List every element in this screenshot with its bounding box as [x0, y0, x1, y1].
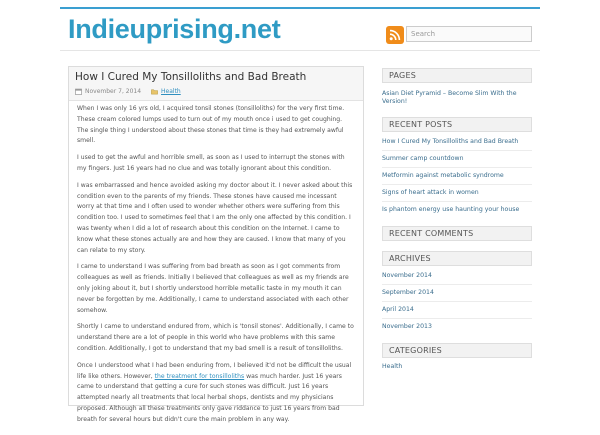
archive-link[interactable]: November 2014	[382, 269, 532, 285]
header-divider	[60, 50, 540, 51]
post-paragraph: I used to get the awful and horrible smell, as soon as I used to interrupt the stones with my fingers. Just 16 years had no clue and was totally ignorant about this condition.	[77, 154, 345, 172]
categories-widget	[382, 343, 532, 373]
page-link[interactable]: Asian Diet Pyramid – Become Slim With the Version!	[382, 90, 517, 105]
post-header	[69, 67, 363, 101]
post-paragraph: I came to understand I was suffering from bad breath as soon as I got comments from colleagues as well as friends. Initially I believed that colleagues as well as my friends are only joking about it, but I shortly understood horrible metallic taste in my mouth it can never be forgotten by me. Additionally, I came to understand associated with each other somehow.	[77, 263, 349, 314]
site-title[interactable]: Indieuprising.net	[68, 14, 281, 44]
recent-post-link[interactable]: Summer camp countdown	[382, 151, 532, 168]
rss-icon[interactable]	[386, 26, 404, 44]
recent-comments-widget	[382, 226, 532, 241]
archives-widget	[382, 251, 532, 335]
search-input[interactable]	[406, 26, 532, 42]
post-paragraph: I was embarrassed and hence avoided asking my doctor about it. I never asked about this condition even to the parents of my friends. These stones have caused me incessant worry at that time and I often used to wonder whether others were suffering from this condition too. I used to sometimes feel that I am the only one affected by this condition. I was twenty when I did a lot of research about this condition on the Internet. I came to know what these stones actually are and how they are caused. I know that many of you can relate to my story.	[77, 181, 353, 254]
post-article	[68, 66, 364, 423]
widget-title-recent-posts: RECENT POSTS	[382, 117, 532, 132]
archive-link[interactable]: April 2014	[382, 302, 532, 319]
category-link[interactable]: Health	[382, 363, 403, 370]
rss-glyph	[389, 29, 401, 41]
treatment-link[interactable]: the treatment for tonsilloliths	[154, 372, 245, 380]
post-date: November 7, 2014	[85, 88, 142, 95]
post-paragraph	[77, 361, 355, 426]
widget-title-archives: ARCHIVES	[382, 251, 532, 266]
top-accent-bar	[60, 7, 540, 9]
post-body	[69, 101, 363, 435]
calendar-icon	[75, 88, 82, 95]
archive-link[interactable]: September 2014	[382, 285, 532, 302]
widget-title-categories: CATEGORIES	[382, 343, 532, 358]
recent-post-link[interactable]: How I Cured My Tonsilloliths and Bad Breath	[382, 135, 532, 151]
widget-title-recent-comments: RECENT COMMENTS	[382, 226, 532, 241]
post-meta	[75, 87, 357, 96]
post-paragraph: When I was only 16 yrs old, I acquired tonsil stones (tonsilloliths) for the very first time. These cream colored lumps used to turn out of my mouth once i used to get coughing. The single thing I understood about these stones that time is they had extremely awful smell.	[77, 105, 345, 145]
post-category-link[interactable]: Health	[161, 88, 181, 95]
archive-link[interactable]: November 2013	[382, 323, 432, 330]
sidebar	[382, 68, 532, 373]
pages-list	[382, 88, 532, 108]
categories-list	[382, 361, 532, 373]
recent-posts-list	[382, 135, 532, 218]
recent-post-link[interactable]: Is phantom energy use haunting your house	[382, 206, 520, 213]
archives-list	[382, 269, 532, 335]
widget-title-pages: PAGES	[382, 68, 532, 83]
pages-widget	[382, 68, 532, 108]
folder-icon	[151, 88, 158, 95]
recent-posts-widget	[382, 117, 532, 218]
post-paragraph: Shortly I came to understand endured from, which is 'tonsil stones'. Additionally, I came to understand there are a lot of people in this world who have problems with this same condition. Additionally, I got to understand that my bad smell is a result of tonsilloliths.	[77, 323, 354, 352]
recent-post-link[interactable]: Metformin against metabolic syndrome	[382, 168, 532, 185]
paragraph-text: was much harder. Just 16 years came to understand that getting a cure for such stones was difficult. Just 16 years attempted nearly all treatments that local herbal shops, dentists and my physicians proposed. Although all these treatments only gave riddance to just 16 years from bad breath for several hours but didn't cure the main problem in any way.	[77, 372, 342, 423]
paragraph-text: Once I understood what I had been enduring from, I believed it'd not be difficult the usual life like others. However,	[77, 361, 352, 380]
recent-post-link[interactable]: Signs of heart attack in women	[382, 185, 532, 202]
post-title[interactable]: How I Cured My Tonsilloliths and Bad Breath	[75, 71, 307, 83]
